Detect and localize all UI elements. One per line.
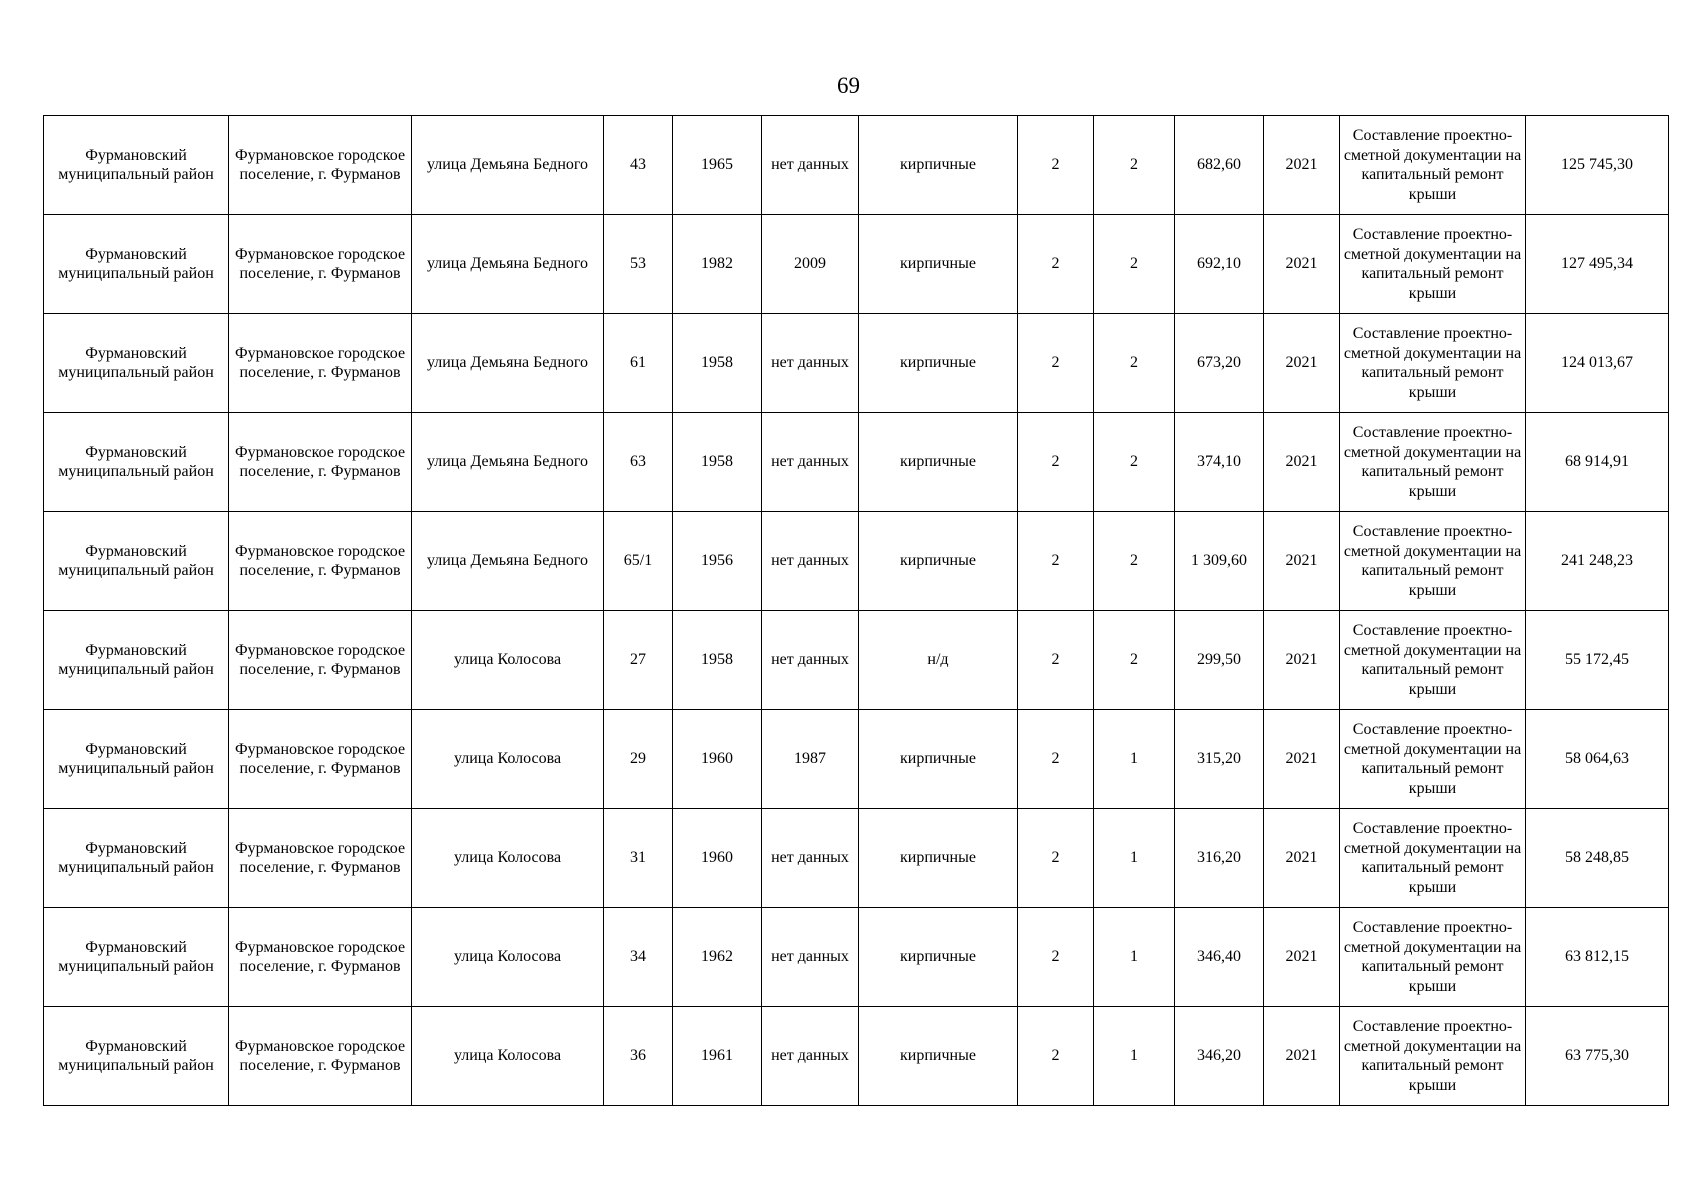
overhaul-year-cell: нет данных [762,116,859,215]
district-cell: Фурмановский муниципальный район [44,710,229,809]
overhaul-year-cell: нет данных [762,908,859,1007]
work-type-cell: Составление проектно-сметной документации на капитальный ремонт крыши [1340,413,1526,512]
wall-material-cell: кирпичные [859,710,1018,809]
house-number-cell: 27 [604,611,673,710]
repair-year-cell: 2021 [1264,215,1340,314]
street-cell: улица Демьяна Бедного [412,413,604,512]
settlement-cell: Фурмановское городское поселение, г. Фурманов [229,512,412,611]
build-year-cell: 1982 [673,215,762,314]
floors-cell: 2 [1018,710,1094,809]
cost-cell: 68 914,91 [1526,413,1669,512]
area-cell: 374,10 [1175,413,1264,512]
overhaul-year-cell: нет данных [762,314,859,413]
cost-cell: 127 495,34 [1526,215,1669,314]
overhaul-year-cell: нет данных [762,611,859,710]
settlement-cell: Фурмановское городское поселение, г. Фурманов [229,215,412,314]
work-type-cell: Составление проектно-сметной документации на капитальный ремонт крыши [1340,512,1526,611]
settlement-cell: Фурмановское городское поселение, г. Фурманов [229,809,412,908]
repair-year-cell: 2021 [1264,314,1340,413]
cost-cell: 58 248,85 [1526,809,1669,908]
house-number-cell: 29 [604,710,673,809]
wall-material-cell: кирпичные [859,1007,1018,1106]
work-type-cell: Составление проектно-сметной документации на капитальный ремонт крыши [1340,908,1526,1007]
floors-cell: 2 [1018,809,1094,908]
area-cell: 692,10 [1175,215,1264,314]
street-cell: улица Колосова [412,908,604,1007]
floors-cell: 2 [1018,116,1094,215]
housing-repair-table [43,115,1669,1106]
street-cell: улица Колосова [412,809,604,908]
area-cell: 316,20 [1175,809,1264,908]
settlement-cell: Фурмановское городское поселение, г. Фурманов [229,314,412,413]
settlement-cell: Фурмановское городское поселение, г. Фурманов [229,116,412,215]
table-row [44,908,1669,1007]
wall-material-cell: кирпичные [859,512,1018,611]
area-cell: 315,20 [1175,710,1264,809]
wall-material-cell: кирпичные [859,413,1018,512]
table-row [44,116,1669,215]
build-year-cell: 1958 [673,413,762,512]
street-cell: улица Демьяна Бедного [412,215,604,314]
overhaul-year-cell: нет данных [762,809,859,908]
repair-year-cell: 2021 [1264,413,1340,512]
build-year-cell: 1961 [673,1007,762,1106]
overhaul-year-cell: 2009 [762,215,859,314]
table-row [44,215,1669,314]
area-cell: 299,50 [1175,611,1264,710]
floors-cell: 2 [1018,314,1094,413]
house-number-cell: 61 [604,314,673,413]
cost-cell: 241 248,23 [1526,512,1669,611]
street-cell: улица Демьяна Бедного [412,314,604,413]
house-number-cell: 36 [604,1007,673,1106]
area-cell: 1 309,60 [1175,512,1264,611]
district-cell: Фурмановский муниципальный район [44,413,229,512]
area-cell: 346,20 [1175,1007,1264,1106]
district-cell: Фурмановский муниципальный район [44,512,229,611]
entrances-cell: 2 [1094,215,1175,314]
settlement-cell: Фурмановское городское поселение, г. Фурманов [229,710,412,809]
house-number-cell: 43 [604,116,673,215]
table-row [44,611,1669,710]
entrances-cell: 2 [1094,611,1175,710]
cost-cell: 124 013,67 [1526,314,1669,413]
district-cell: Фурмановский муниципальный район [44,809,229,908]
table-row [44,710,1669,809]
work-type-cell: Составление проектно-сметной документации на капитальный ремонт крыши [1340,710,1526,809]
cost-cell: 58 064,63 [1526,710,1669,809]
street-cell: улица Демьяна Бедного [412,116,604,215]
street-cell: улица Демьяна Бедного [412,512,604,611]
cost-cell: 55 172,45 [1526,611,1669,710]
district-cell: Фурмановский муниципальный район [44,314,229,413]
entrances-cell: 1 [1094,1007,1175,1106]
table-row [44,413,1669,512]
house-number-cell: 34 [604,908,673,1007]
wall-material-cell: кирпичные [859,215,1018,314]
settlement-cell: Фурмановское городское поселение, г. Фурманов [229,908,412,1007]
cost-cell: 63 775,30 [1526,1007,1669,1106]
table-row [44,809,1669,908]
table-row [44,1007,1669,1106]
repair-year-cell: 2021 [1264,512,1340,611]
area-cell: 346,40 [1175,908,1264,1007]
street-cell: улица Колосова [412,1007,604,1106]
district-cell: Фурмановский муниципальный район [44,215,229,314]
work-type-cell: Составление проектно-сметной документации на капитальный ремонт крыши [1340,611,1526,710]
district-cell: Фурмановский муниципальный район [44,1007,229,1106]
wall-material-cell: кирпичные [859,314,1018,413]
house-number-cell: 65/1 [604,512,673,611]
cost-cell: 125 745,30 [1526,116,1669,215]
build-year-cell: 1958 [673,314,762,413]
entrances-cell: 2 [1094,116,1175,215]
wall-material-cell: кирпичные [859,809,1018,908]
entrances-cell: 2 [1094,314,1175,413]
entrances-cell: 1 [1094,710,1175,809]
house-number-cell: 53 [604,215,673,314]
work-type-cell: Составление проектно-сметной документации на капитальный ремонт крыши [1340,215,1526,314]
settlement-cell: Фурмановское городское поселение, г. Фурманов [229,413,412,512]
wall-material-cell: кирпичные [859,908,1018,1007]
street-cell: улица Колосова [412,710,604,809]
house-number-cell: 63 [604,413,673,512]
floors-cell: 2 [1018,413,1094,512]
overhaul-year-cell: нет данных [762,413,859,512]
house-number-cell: 31 [604,809,673,908]
overhaul-year-cell: нет данных [762,512,859,611]
floors-cell: 2 [1018,215,1094,314]
work-type-cell: Составление проектно-сметной документации на капитальный ремонт крыши [1340,314,1526,413]
build-year-cell: 1962 [673,908,762,1007]
street-cell: улица Колосова [412,611,604,710]
entrances-cell: 1 [1094,809,1175,908]
settlement-cell: Фурмановское городское поселение, г. Фурманов [229,611,412,710]
entrances-cell: 2 [1094,512,1175,611]
overhaul-year-cell: 1987 [762,710,859,809]
repair-year-cell: 2021 [1264,116,1340,215]
build-year-cell: 1960 [673,809,762,908]
floors-cell: 2 [1018,908,1094,1007]
district-cell: Фурмановский муниципальный район [44,908,229,1007]
entrances-cell: 2 [1094,413,1175,512]
table-row [44,314,1669,413]
page-number: 69 [837,73,860,98]
floors-cell: 2 [1018,1007,1094,1106]
work-type-cell: Составление проектно-сметной документации на капитальный ремонт крыши [1340,116,1526,215]
repair-year-cell: 2021 [1264,809,1340,908]
repair-year-cell: 2021 [1264,611,1340,710]
build-year-cell: 1965 [673,116,762,215]
district-cell: Фурмановский муниципальный район [44,116,229,215]
work-type-cell: Составление проектно-сметной документации на капитальный ремонт крыши [1340,809,1526,908]
entrances-cell: 1 [1094,908,1175,1007]
wall-material-cell: кирпичные [859,116,1018,215]
area-cell: 682,60 [1175,116,1264,215]
table-row [44,512,1669,611]
floors-cell: 2 [1018,512,1094,611]
build-year-cell: 1958 [673,611,762,710]
area-cell: 673,20 [1175,314,1264,413]
district-cell: Фурмановский муниципальный район [44,611,229,710]
work-type-cell: Составление проектно-сметной документации на капитальный ремонт крыши [1340,1007,1526,1106]
overhaul-year-cell: нет данных [762,1007,859,1106]
repair-year-cell: 2021 [1264,710,1340,809]
build-year-cell: 1960 [673,710,762,809]
wall-material-cell: н/д [859,611,1018,710]
table-body [44,116,1669,1106]
floors-cell: 2 [1018,611,1094,710]
cost-cell: 63 812,15 [1526,908,1669,1007]
repair-year-cell: 2021 [1264,1007,1340,1106]
settlement-cell: Фурмановское городское поселение, г. Фурманов [229,1007,412,1106]
build-year-cell: 1956 [673,512,762,611]
repair-year-cell: 2021 [1264,908,1340,1007]
